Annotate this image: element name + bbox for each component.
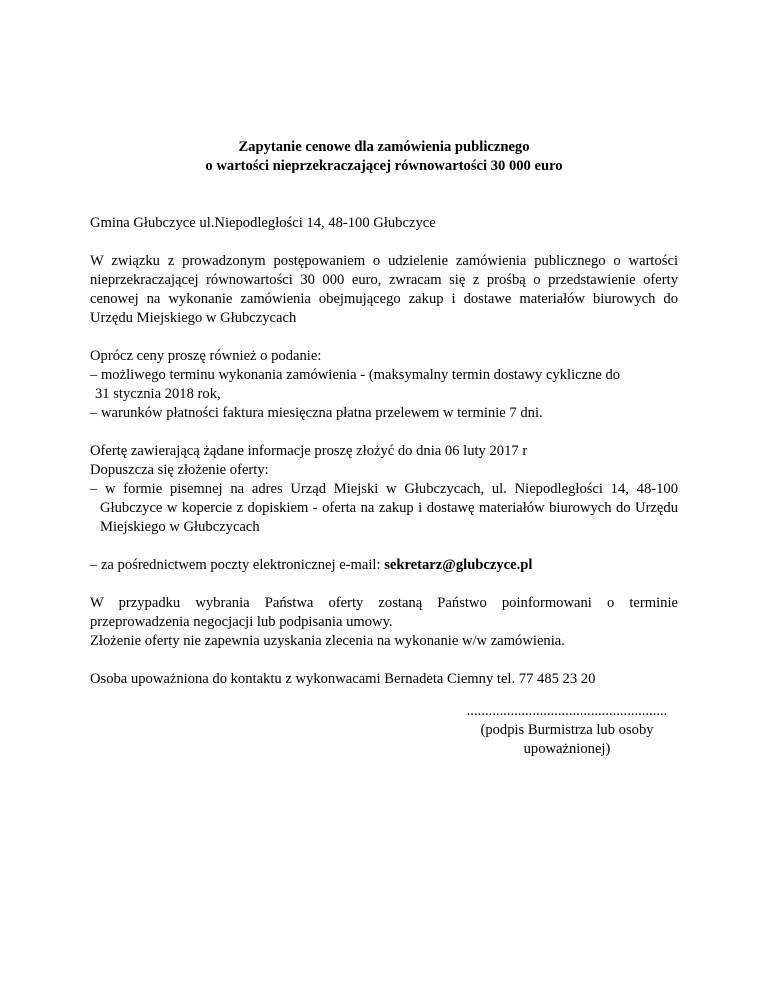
signature-caption-line1: (podpis Burmistrza lub osoby (480, 722, 654, 738)
submission-email-prefix: – za pośrednictwem poczty elektronicznej e-mail: (90, 557, 385, 573)
requirement-item-term-continued: 31 stycznia 2018 rok, (95, 386, 221, 402)
submission-deadline: Ofertę zawierającą żądane informacje proszę złożyć do dnia 06 luty 2017 r (90, 443, 528, 459)
intro-paragraph: W związku z prowadzonym postępowaniem o udzielenie zamówienia publicznego o wartości nieprzekraczającej równowartości 30 000 euro, zwracam się z prośbą o przedstawienie oferty cenowej na wykonanie zamówienia obejmującego zakup i dostawe materiałów biurowych do Urzędu Miejskiego w Głubczycach (90, 253, 678, 326)
address-line: Gmina Głubczyce ul.Niepodległości 14, 48-100 Głubczyce (90, 215, 436, 231)
submission-email-line (90, 556, 678, 575)
requirements-heading: Oprócz ceny proszę również o podanie: (90, 348, 322, 364)
requirement-item-term: – możliwego terminu wykonania zamówienia - (maksymalny termin dostawy cykliczne do (90, 367, 621, 383)
document-title-line2: o wartości nieprzekraczającej równowartości 30 000 euro (205, 158, 563, 174)
email-address: sekretarz@glubczyce.pl (384, 557, 533, 573)
signature-caption-line2: upoważnionej) (523, 741, 611, 757)
no-guarantee-notice: Złożenie oferty nie zapewnia uzyskania zlecenia na wykonanie w/w zamówienia. (90, 633, 565, 649)
document-body (90, 138, 678, 689)
document-title-line1: Zapytanie cenowe dla zamówienia publicznego (238, 139, 530, 155)
signature-block (460, 702, 674, 759)
negotiation-notice: W przypadku wybrania Państwa oferty zostaną Państwo poinformowani o terminie przeprowadzenia negocjacji lub podpisania umowy. (90, 595, 678, 630)
signature-dotted-line: ....................................................... (466, 703, 668, 719)
submission-written-form: – w formie pisemnej na adres Urząd Miejski w Głubczycach, ul. Niepodległości 14, 48-100 Głubczyce w kopercie z dopiskiem - oferta na zakup i dostawę materiałów biurowych do Urzędu Miejskiego w Głubczycach (90, 481, 678, 535)
contact-person: Osoba upoważniona do kontaktu z wykonwacami Bernadeta Ciemny tel. 77 485 23 20 (90, 671, 596, 687)
requirement-item-payment: – warunków płatności faktura miesięczna płatna przelewem w terminie 7 dni. (90, 405, 543, 421)
submission-allowed: Dopuszcza się złożenie oferty: (90, 462, 269, 478)
